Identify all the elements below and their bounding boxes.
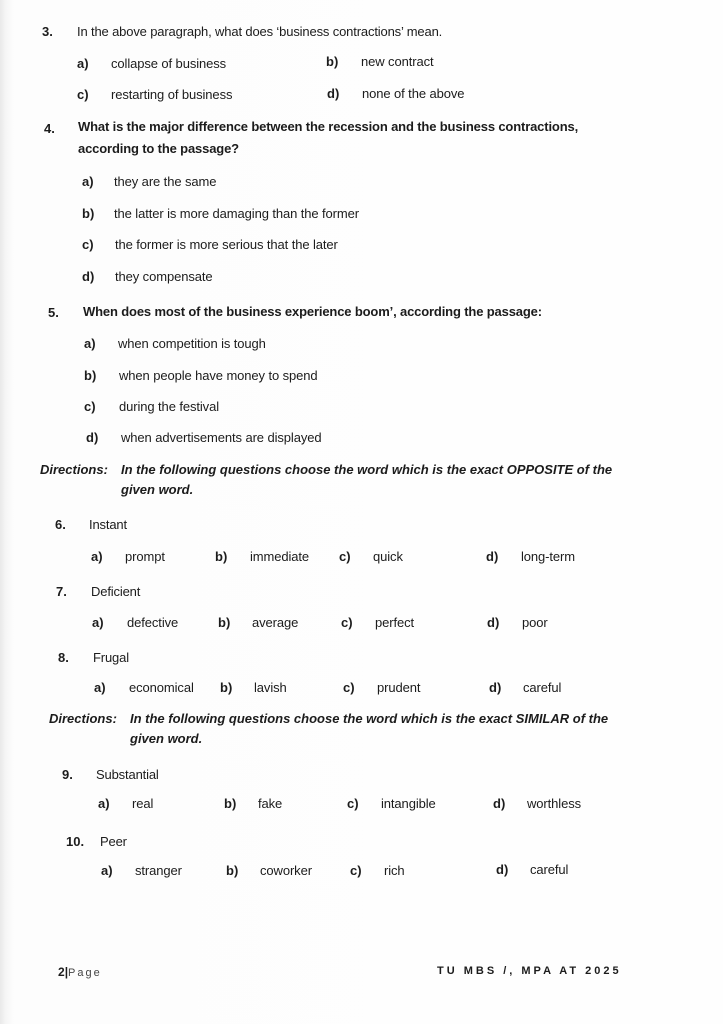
option-label: c) (84, 399, 96, 414)
question-word: Deficient (91, 584, 141, 599)
option-c[interactable]: perfect (375, 615, 415, 630)
option-label: a) (82, 174, 94, 189)
option-label: b) (84, 368, 97, 383)
option-label: c) (350, 863, 362, 878)
option-c[interactable]: quick (373, 549, 403, 564)
option-d[interactable]: worthless (527, 796, 582, 811)
option-label: d) (493, 796, 506, 811)
question-number: 4. (44, 121, 55, 136)
option-label: b) (82, 206, 95, 221)
option-b[interactable]: average (252, 615, 299, 630)
option-a[interactable]: real (132, 796, 154, 811)
option-label: a) (84, 336, 96, 351)
option-b[interactable]: when people have money to spend (119, 368, 318, 383)
question-text: In the above paragraph, what does ‘business contractions’ mean. (77, 24, 443, 39)
question-text: When does most of the business experience boom’, according the passage: (83, 304, 542, 319)
option-label: d) (82, 269, 95, 284)
option-label: c) (77, 87, 89, 102)
directions-label: Directions: (40, 462, 108, 477)
option-label: c) (339, 549, 351, 564)
option-c[interactable]: rich (384, 863, 405, 878)
option-label: d) (487, 615, 500, 630)
option-b[interactable]: coworker (260, 863, 312, 878)
question-number: 6. (55, 517, 66, 532)
option-label: d) (486, 549, 499, 564)
question-number: 7. (56, 584, 67, 599)
option-a[interactable]: they are the same (114, 174, 217, 189)
option-label: a) (91, 549, 103, 564)
page-separator: | (64, 965, 69, 979)
option-d[interactable]: long-term (521, 549, 576, 564)
question-number: 8. (58, 650, 69, 665)
page-number-label (58, 964, 102, 981)
option-d[interactable]: careful (530, 862, 569, 877)
option-a[interactable]: when competition is tough (118, 336, 266, 351)
option-c[interactable]: restarting of business (111, 87, 233, 102)
option-label: c) (343, 680, 355, 695)
option-c[interactable]: prudent (377, 680, 421, 695)
option-label: c) (341, 615, 353, 630)
option-label: b) (218, 615, 231, 630)
option-label: a) (77, 56, 89, 71)
page-word: Page (68, 967, 102, 979)
option-label: a) (94, 680, 106, 695)
option-label: a) (98, 796, 110, 811)
option-a[interactable]: defective (127, 615, 179, 630)
option-label: d) (496, 862, 509, 877)
question-text: What is the major difference between the recession and the business contractions, (78, 119, 579, 134)
option-label: a) (92, 615, 104, 630)
option-label: b) (326, 54, 339, 69)
option-label: b) (215, 549, 228, 564)
question-word: Substantial (96, 767, 159, 782)
exam-title: TU MBS /, MPA AT 2025 (437, 965, 622, 977)
option-label: d) (86, 430, 99, 445)
question-word: Frugal (93, 650, 129, 665)
directions-text-continued: given word. (121, 482, 194, 497)
option-b[interactable]: the latter is more damaging than the former (114, 206, 359, 221)
question-number: 10. (66, 834, 85, 849)
question-word: Instant (89, 517, 127, 532)
directions-text: In the following questions choose the word which is the exact SIMILAR of the (130, 711, 609, 726)
directions-text: In the following questions choose the word which is the exact OPPOSITE of the (121, 462, 613, 477)
option-label: c) (82, 237, 94, 252)
option-label: d) (489, 680, 502, 695)
question-word: Peer (100, 834, 127, 849)
option-d[interactable]: none of the above (362, 86, 465, 101)
option-c[interactable]: during the festival (119, 399, 219, 414)
question-number: 5. (48, 305, 59, 320)
option-d[interactable]: when advertisements are displayed (121, 430, 322, 445)
option-a[interactable]: economical (129, 680, 194, 695)
option-d[interactable]: poor (522, 615, 548, 630)
option-c[interactable]: the former is more serious that the later (115, 237, 338, 252)
question-number: 9. (62, 767, 73, 782)
option-label: c) (347, 796, 359, 811)
option-b[interactable]: lavish (254, 680, 287, 695)
option-label: b) (226, 863, 239, 878)
option-c[interactable]: intangible (381, 796, 436, 811)
option-d[interactable]: they compensate (115, 269, 213, 284)
page-number: 2 (58, 965, 65, 979)
option-b[interactable]: immediate (250, 549, 310, 564)
option-a[interactable]: collapse of business (111, 56, 227, 71)
option-d[interactable]: careful (523, 680, 562, 695)
option-a[interactable]: prompt (125, 549, 165, 564)
option-b[interactable]: new contract (361, 54, 434, 69)
option-label: b) (224, 796, 237, 811)
option-a[interactable]: stranger (135, 863, 182, 878)
directions-label: Directions: (49, 711, 117, 726)
question-number: 3. (42, 24, 53, 39)
option-label: a) (101, 863, 113, 878)
directions-text-continued: given word. (130, 731, 203, 746)
option-label: d) (327, 86, 340, 101)
option-label: b) (220, 680, 233, 695)
question-text-continued: according to the passage? (78, 141, 239, 156)
option-b[interactable]: fake (258, 796, 283, 811)
